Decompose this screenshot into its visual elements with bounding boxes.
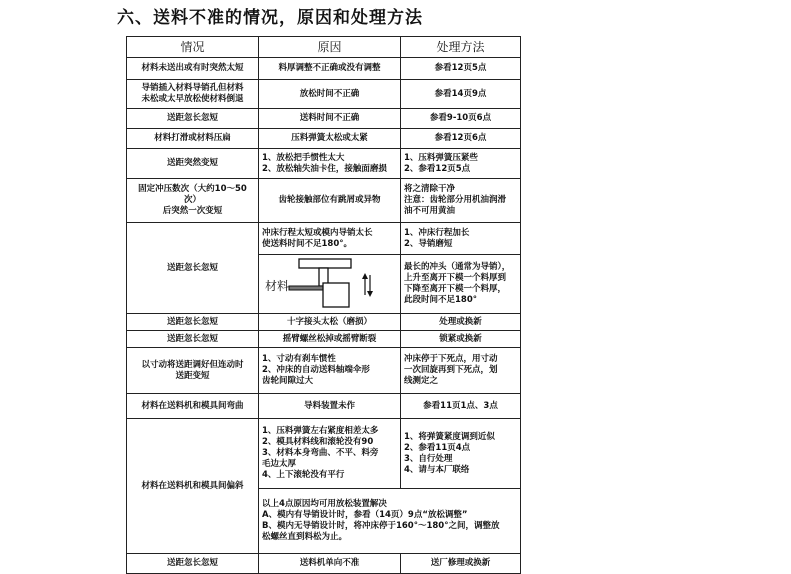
method-cell: 1、将弹簧紧度调到近似 2、参看11页4点 3、自行处理 4、请与本厂联络 [401,419,521,489]
method-cell: 参看9-10页6点 [401,109,521,129]
table-row [127,109,521,129]
material-strip [289,286,323,290]
table-row [127,314,521,331]
method-cell: 参看12页6点 [401,129,521,149]
table-row [127,223,521,255]
situation-cell: 材料未送出或有时突然太短 [127,58,259,80]
situation-cell: 送距忽长忽短 [127,314,259,331]
header-cause: 原因 [259,37,401,58]
situation-cell: 以寸动将送距调好但连动时 送距变短 [127,348,259,394]
situation-cell: 导销插入材料导销孔但材料 未松或太早放松使材料倒退 [127,80,259,109]
method-cell: 处理或换新 [401,314,521,331]
method-cell: 将之清除干净 注意：齿轮部分用机油润滑 油不可用黄油 [401,179,521,223]
table-row [127,331,521,348]
method-cell: 锁紧或换新 [401,331,521,348]
situation-cell: 送距忽长忽短 [127,223,259,314]
lower-die [323,283,349,307]
cause-cell: 压料弹簧太松或太紧 [259,129,401,149]
cause-cell: 十字接头太松（磨损） [259,314,401,331]
material-label: 材料 [265,279,290,293]
method-cell: 参看14页9点 [401,80,521,109]
cause-cell: 齿轮接触部位有跳屑或异物 [259,179,401,223]
table-row [127,149,521,179]
cause-cell: 导料装置未作 [259,394,401,419]
cause-cell: 送料机单向不准 [259,554,401,574]
situation-cell: 材料在送料机和模具间弯曲 [127,394,259,419]
method-cell: 最长的冲头（通常为导销）， 上升至离开下模一个料厚到 下降至离开下模一个料厚， 此段时间不足180° [401,255,521,314]
header-row [127,37,521,58]
method-cell: 1、压料弹簧压紧些 2、参看12页5点 [401,149,521,179]
cause-cell: 1、放松把手惯性太大 2、放松轴失油卡住，接触面磨损 [259,149,401,179]
table-row [127,58,521,80]
punch-diagram-cell [259,255,401,314]
table-row [127,394,521,419]
header-method: 处理方法 [401,37,521,58]
arrow-up-icon [362,273,368,279]
method-cell: 参看12页5点 [401,58,521,80]
method-cell: 送厂修理或换新 [401,554,521,574]
table-row [127,419,521,489]
situation-cell: 材料在送料机和模具间偏斜 [127,419,259,554]
cause-cell: 1、压料弹簧左右紧度相差太多 2、模具材料线和滚轮没有90 3、材料本身弯曲、不平、料旁 毛边太厚 4、上下滚轮没有平行 [259,419,401,489]
note-cell: 以上4点原因均可用放松装置解决 A、模内有导销设计时，参看（14页）9点“放松调整” B、模内无导销设计时，将冲床停于160°～180°之间，调整放 松螺丝直到料松为止。 [259,489,521,554]
troubleshooting-table [126,36,521,574]
method-cell: 冲床停于下死点，用寸动 一次回旋再到下死点，划 线测定之 [401,348,521,394]
page-title: 六、送料不准的情况，原因和处理方法 [117,8,423,28]
situation-cell: 送距突然变短 [127,149,259,179]
cause-cell: 1、寸动有刹车惯性 2、冲床的自动送料轴端伞形 齿轮间隙过大 [259,348,401,394]
table-row [127,554,521,574]
arrow-down-icon [367,291,373,297]
method-cell: 参看11页1点、3点 [401,394,521,419]
cause-cell: 放松时间不正确 [259,80,401,109]
situation-cell: 送距忽长忽短 [127,109,259,129]
table-row [127,348,521,394]
punch-diagram [259,255,400,313]
table-row [127,179,521,223]
situation-cell: 送距忽长忽短 [127,331,259,348]
method-cell: 1、冲床行程加长 2、导销磨短 [401,223,521,255]
header-situation: 情况 [127,37,259,58]
cause-cell: 冲床行程太短或模内导销太长 使送料时间不足180°。 [259,223,401,255]
situation-cell: 材料打滑或材料压扁 [127,129,259,149]
cause-cell: 摇臂螺丝松掉或摇臂断裂 [259,331,401,348]
situation-cell: 送距忽长忽短 [127,554,259,574]
cause-cell: 料厚调整不正确或没有调整 [259,58,401,80]
table-row [127,129,521,149]
table-row [127,80,521,109]
upper-die [299,259,351,268]
cause-cell: 送料时间不正确 [259,109,401,129]
situation-cell: 固定冲压数次（大约10～50次） 后突然一次变短 [127,179,259,223]
